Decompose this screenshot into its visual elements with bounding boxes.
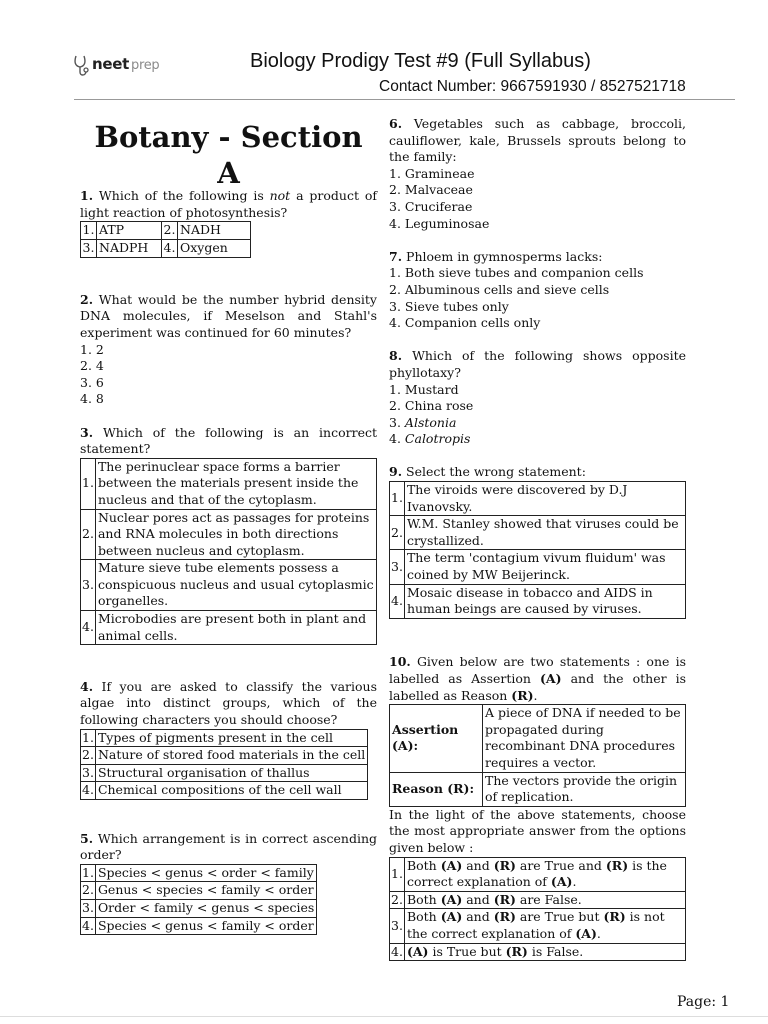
question-6 [389,116,686,232]
assertion-label: Assertion (A): [392,721,459,754]
neetprep-logo [72,52,172,80]
option: 3. Alstonia [389,414,457,430]
table-row: 1. The perinuclear space forms a barrier between the materials present inside the nucleus and that of the cytoplasm. [81,458,377,509]
table-row: 4. Microbodies are present both in plant and animal cells. [81,611,377,645]
option: 3. Sieve tubes only [389,298,509,314]
option-cell: NADPH [97,240,162,258]
option-cell: Mosaic disease in tobacco and AIDS in human beings are caused by viruses. [404,584,685,618]
question-text: 4. If you are asked to classify the various algae into distinct groups, which of the following characters you should choose? [80,678,377,728]
option-cell: Structural organisation of thallus [95,764,367,782]
table-row: 3. Order < family < genus < species [81,899,317,917]
table-row: 1. Types of pigments present in the cell [81,729,368,747]
table-row: 3. Mature sieve tube elements possess a conspicuous nucleus and usual cytoplasmic organelles. [81,560,377,611]
option: 1. Gramineae [389,165,475,181]
option: 2. Albuminous cells and sieve cells [389,281,610,297]
option-cell: Microbodies are present both in plant and animal cells. [95,611,376,645]
question-text: 2. What would be the number hybrid density DNA molecules, if Meselson and Stahl's experiment was continued for 60 minutes? [80,291,377,340]
option-cell: Types of pigments present in the cell [95,729,367,747]
table-row: 3. Both (A) and (R) are True but (R) is not the correct explanation of (A). [390,909,686,943]
options-table [80,864,317,935]
table-row: 2. Nuclear pores act as passages for proteins and RNA molecules in both directions between nucleus and cytoplasm. [81,509,377,560]
question-4 [80,679,377,800]
option-cell: Both (A) and (R) are False. [404,891,685,909]
table-row: 4. Chemical compositions of the cell wall [81,782,368,800]
logo-text-prep: prep [131,58,160,73]
options-table [80,729,368,800]
option-cell: Mature sieve tube elements possess a conspicuous nucleus and usual cytoplasmic organelles. [95,560,376,611]
question-1 [80,188,377,258]
options-table [80,458,377,646]
reason-label: Reason (R): [392,780,475,796]
table-row: 4. Mosaic disease in tobacco and AIDS in human beings are caused by viruses. [390,584,686,618]
table-row: 3. The term 'contagium vivum fluidum' was coined by MW Beijerinck. [390,550,686,584]
table-row: 1. ATP 2. NADH [81,222,251,240]
option-cell: W.M. Stanley showed that viruses could be crystallized. [404,516,685,550]
option: 4. 8 [80,391,104,407]
option: 4. Companion cells only [389,315,541,331]
question-9 [389,464,686,618]
option: 2. 4 [80,358,104,374]
option-cell: Species < genus < order < family [95,864,316,882]
question-text: 1. Which of the following is not a product of light reaction of photosynthesis? [80,188,377,220]
table-row: 1. Species < genus < order < family [81,864,317,882]
option: 2. Malvaceae [389,182,473,198]
table-row: 3. Structural organisation of thallus [81,764,368,782]
question-text: 5. Which arrangement is in correct ascending order? [80,830,377,863]
option-cell: Nuclear pores act as passages for proteins and RNA molecules in both directions between nucleus and cytoplasm. [95,509,376,560]
table-row [390,705,686,772]
option: 2. China rose [389,398,474,414]
question-text: 6. Vegetables such as cabbage, broccoli, cauliflower, kale, Brussels sprouts belong to the family: [389,116,686,165]
options-table [80,221,251,258]
option-cell: Nature of stored food materials in the cell [95,747,367,765]
question-text: 7. Phloem in gymnosperms lacks: [389,248,603,264]
option-cell: ATP [97,222,162,240]
logo-text: neet [92,55,129,73]
assertion-reason-table [389,704,686,807]
table-row: 4. (A) is True but (R) is False. [390,943,686,961]
option-cell: Both (A) and (R) are True but (R) is not the correct explanation of (A). [404,909,685,943]
question-text: 8. Which of the following shows opposite phyllotaxy? [389,348,686,380]
test-title: Biology Prodigy Test #9 (Full Syllabus) [250,50,591,72]
table-row: 2. Both (A) and (R) are False. [390,891,686,909]
table-row: 2. Nature of stored food materials in the cell [81,747,368,765]
option: 4. Leguminosae [389,215,490,231]
option-cell: NADH [178,222,251,240]
option: 1. Mustard [389,381,459,397]
stethoscope-icon [72,54,90,78]
page-number: Page: 1 [677,994,730,1010]
option-cell: Chemical compositions of the cell wall [95,782,367,800]
option-cell: The term 'contagium vivum fluidum' was coined by MW Beijerinck. [404,550,685,584]
option-cell: Species < genus < family < order [95,917,316,935]
option-cell: The perinuclear space forms a barrier between the materials present inside the nucleus and that of the cytoplasm. [95,458,376,509]
option: 1. 2 [80,341,104,357]
question-10 [389,654,686,961]
right-column [389,116,686,961]
option-cell: Genus < species < family < order [95,882,316,900]
option-cell: Order < family < genus < species [95,899,316,917]
question-2 [80,292,377,408]
table-row: 1. The viroids were discovered by D.J Ivanovsky. [390,482,686,516]
table-row: 4. Species < genus < family < order [81,917,317,935]
left-column [80,116,377,935]
option-cell: The viroids were discovered by D.J Ivanovsky. [404,482,685,516]
table-row: 3. NADPH 4. Oxygen [81,240,251,258]
option-cell: (A) is True but (R) is False. [404,943,685,961]
options-table [389,857,686,962]
footer-divider [0,1016,768,1017]
options-table [389,481,686,619]
option-cell: Both (A) and (R) are True and (R) is the correct explanation of (A). [404,857,685,891]
contact-number: Contact Number: 9667591930 / 8527521718 [379,78,686,95]
question-text: 9. Select the wrong statement: [389,464,586,480]
question-8 [389,348,686,448]
question-text: 3. Which of the following is an incorrect statement? [80,424,377,457]
header-divider [74,99,735,100]
reason-text: The vectors provide the origin of replication. [483,772,686,806]
table-row: 2. W.M. Stanley showed that viruses could be crystallized. [390,516,686,550]
option: 4. Calotropis [389,431,471,447]
question-text: In the light of the above statements, choose the most appropriate answer from the options given below : [389,806,686,855]
option-cell: Oxygen [178,240,251,258]
question-text: 10. Given below are two statements : one is labelled as Assertion (A) and the other is labelled as Reason (R). [389,654,686,703]
assertion-text: A piece of DNA if needed to be propagated during recombinant DNA procedures requires a vector. [483,705,686,772]
table-row: 1. Both (A) and (R) are True and (R) is the correct explanation of (A). [390,857,686,891]
table-row: 2. Genus < species < family < order [81,882,317,900]
option: 3. 6 [80,374,104,390]
option: 1. Both sieve tubes and companion cells [389,265,644,281]
table-row [390,772,686,806]
section-title: Botany - Section A [94,120,363,190]
option: 3. Cruciferae [389,198,473,214]
question-7 [389,249,686,332]
question-5 [80,831,377,936]
question-3 [80,425,377,646]
